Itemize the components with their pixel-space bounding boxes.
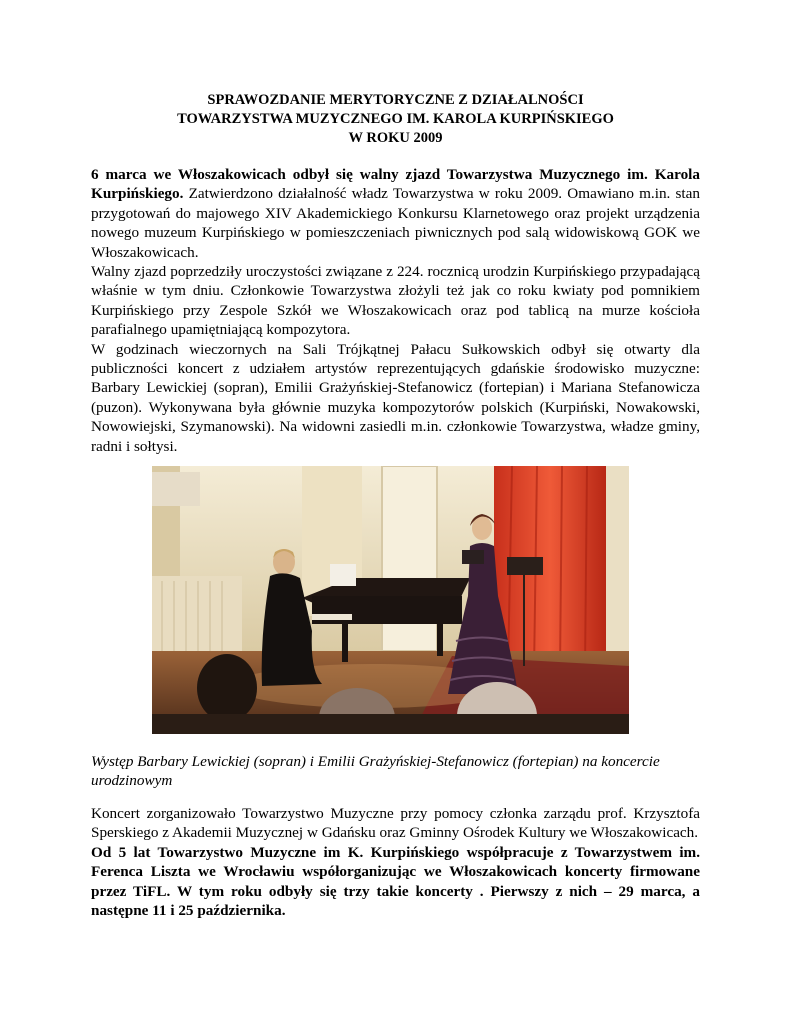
paragraph-uroczystosci: Walny zjazd poprzedziły uroczystości związane z 224. rocznicą urodzin Kurpińskiego przypadającą właśnie w tym dniu. Członkowie Towarzystwa złożyli też jak co roku kwiaty pod pomnikiem Kurpińskiego przy Zespole Szkół we Włoszakowicach oraz pod tablicą na murze kościoła parafialnego upamiętniającą kompozytora.: [91, 263, 700, 339]
concert-photo-drawing: [152, 466, 629, 734]
photo-caption: Występ Barbary Lewickiej (sopran) i Emilii Grażyńskiej-Stefanowicz (fortepian) na koncercie urodzinowym: [91, 753, 660, 790]
paragraph-organizatorzy: Koncert zorganizowało Towarzystwo Muzyczne przy pomocy członka zarządu prof. Krzysztofa Sperskiego z Akademii Muzycznej w Gdańsku oraz Gminny Ośrodek Kultury we Włoszakowicach.: [91, 805, 700, 842]
photo-piano-keys: [312, 614, 352, 620]
paragraph-zjazd-rest: Zatwierdzono działalność władz Towarzystwa w roku 2009. Omawiano m.in. stan przygotowań do majowego XIV Akademickiego Konkursu Klarnetowego oraz projekt urządzenia nowego muzeum Kurpińskiego w pomieszczeniach piwnicznych pod salą widowiskową GOK we Włoszakowicach.: [91, 185, 700, 261]
paragraph-zjazd: [91, 165, 700, 262]
photo-music-sheet: [330, 564, 356, 586]
report-body-top: [91, 165, 700, 456]
photo-radiator: [152, 576, 242, 661]
photo-audience-head-1: [197, 654, 257, 722]
concert-photo: [152, 466, 629, 734]
paragraph-wspolpraca: Od 5 lat Towarzystwo Muzyczne im K. Kurpińskiego współpracuje z Towarzystwem im. Ferenca Liszta we Wrocławiu współorganizując we Włoszakowicach koncerty firmowane przez TiFL. W tym roku odbyły się trzy takie koncerty . Pierwszy z nich – 29 marca, a następne 11 i 25 października.: [91, 843, 700, 920]
paragraph-zjazd-lead: 6 marca we Włoszakowicach odbył się walny zjazd Towarzystwa Muzycznego im. Karola Kurpińskiego.: [91, 166, 700, 203]
report-body-bottom: [91, 804, 700, 920]
document-title: [0, 91, 791, 148]
title-line-1: SPRAWOZDANIE MERYTORYCZNE Z DZIAŁALNOŚCI: [207, 92, 584, 108]
photo-audience-row: [152, 714, 629, 734]
photo-singer-score: [462, 550, 484, 564]
photo-right-wall: [606, 466, 629, 671]
paragraph-koncert: W godzinach wieczornych na Sali Trójkątnej Pałacu Sułkowskich odbył się otwarty dla publiczności koncert z udziałem artystów reprezentujących gdańskie środowisko muzyczne: Barbary Lewickiej (sopran), Emilii Grażyńskiej-Stefanowicz (fortepian) i Mariana Stefanowicza (puzon). Wykonywana była głównie muzyka kompozytorów polskich (Kurpiński, Nowakowski, Nowowiejski, Szymanowski). Na widowni zasiedli m.in. członkowie Towarzystwa, władze gminy, radni i sołtysi.: [91, 340, 700, 455]
title-line-2: TOWARZYSTWA MUZYCZNEGO IM. KAROLA KURPIŃSKIEGO: [177, 111, 614, 127]
title-line-3: W ROKU 2009: [348, 130, 443, 146]
photo-poster: [152, 472, 200, 506]
